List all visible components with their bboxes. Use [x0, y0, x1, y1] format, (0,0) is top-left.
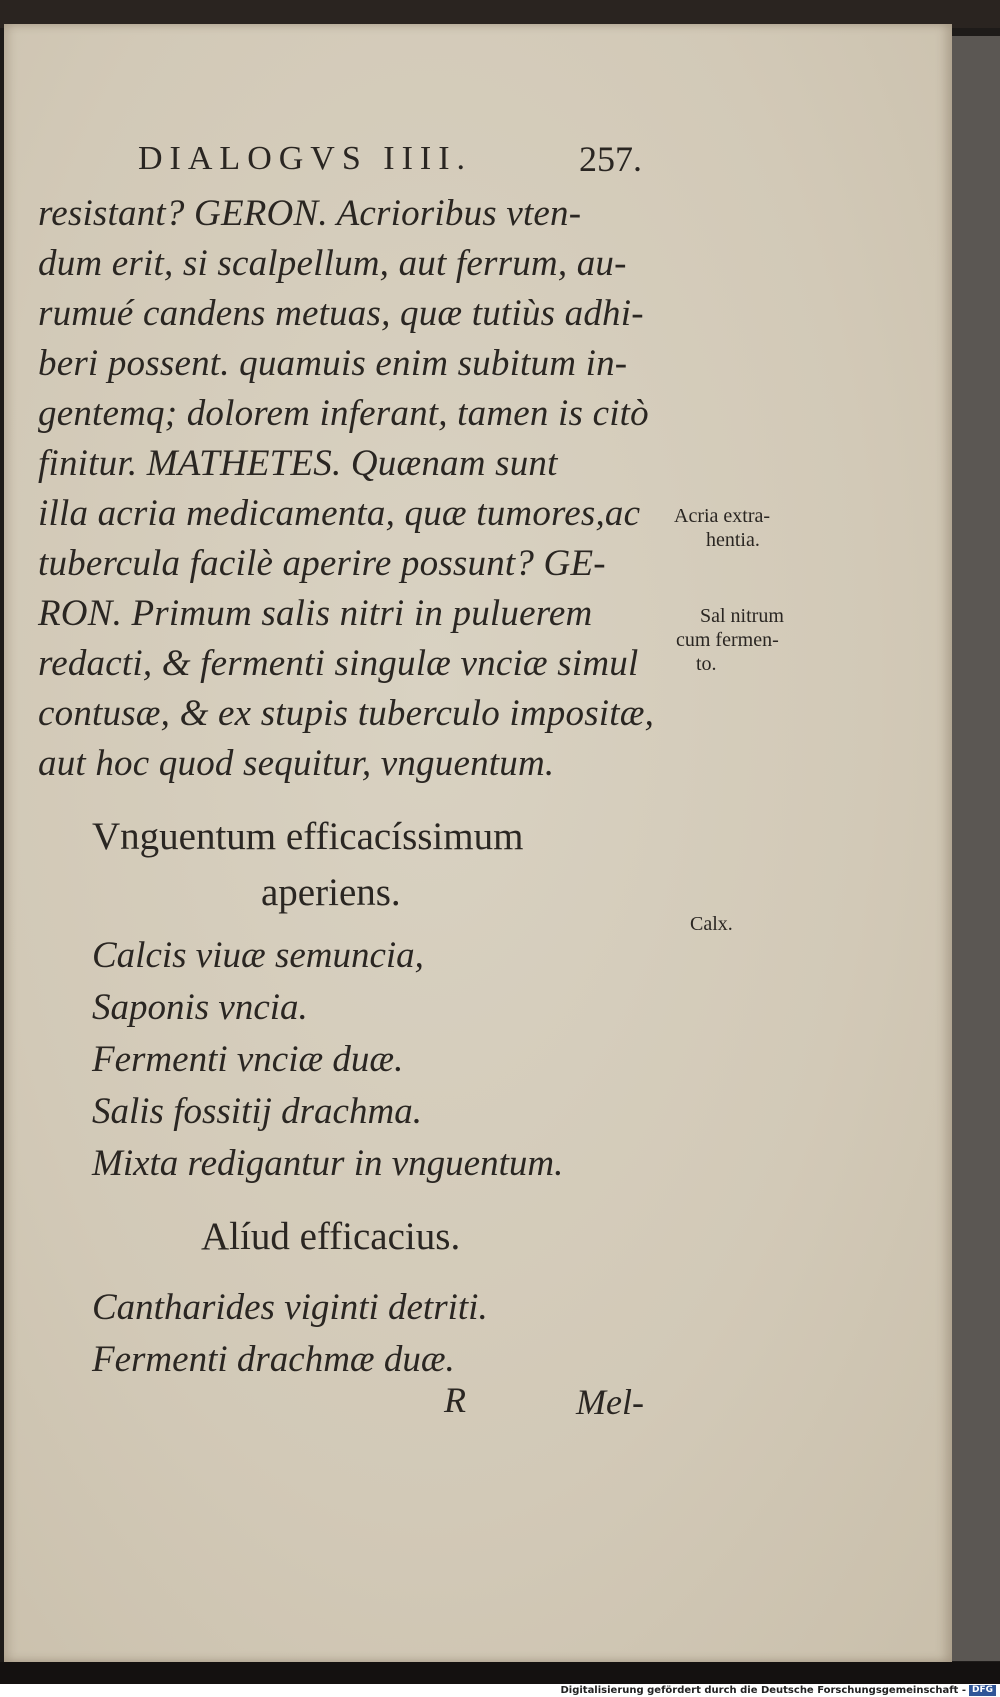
- recipe-heading-1: Vnguentum efficacíssimum: [92, 815, 524, 858]
- body-line-2: dum erit, si scalpellum, aut ferrum, au-: [38, 243, 627, 284]
- body-line-12: aut hoc quod sequitur, vnguentum.: [38, 743, 555, 784]
- margin-note-line: Acria extra-: [674, 505, 771, 527]
- margin-note-line: hentia.: [706, 529, 760, 551]
- margin-note-acria: [674, 504, 770, 552]
- margin-note-calx: [690, 912, 733, 936]
- body-line-4: beri possent. quamuis enim subitum in-: [38, 343, 628, 384]
- margin-note-line: Calx.: [690, 913, 733, 935]
- footer-credit-text: Digitalisierung gefördert durch die Deutsche Forschungsgemeinschaft -: [560, 1685, 966, 1696]
- margin-note-line: Sal nitrum: [700, 605, 784, 627]
- recipe-1-line-5: Mixta redigantur in vnguentum.: [92, 1143, 564, 1184]
- recipe-1-line-3: Fermenti vnciæ duæ.: [92, 1039, 404, 1080]
- recipe-2-line-1: Cantharides viginti detriti.: [92, 1287, 488, 1328]
- running-head: DIALOGVS IIII.: [138, 140, 473, 177]
- body-line-9: RON. Primum salis nitri in puluerem: [38, 593, 593, 634]
- margin-note-sal-nitrum: [676, 604, 784, 676]
- catchword: Mel-: [576, 1382, 644, 1422]
- body-line-11: contusæ, & ex stupis tuberculo impositæ,: [38, 693, 655, 734]
- recipe-heading-1-cont: aperiens.: [261, 871, 401, 914]
- scan-right-border: [952, 36, 1000, 1661]
- body-line-7: illa acria medicamenta, quæ tumores,ac: [38, 493, 641, 534]
- signature-mark: R: [444, 1380, 466, 1420]
- body-line-3: rumué candens metuas, quæ tutiùs adhi-: [38, 293, 644, 334]
- recipe-1-line-2: Saponis vncia.: [92, 987, 308, 1028]
- margin-note-line: cum fermen-: [676, 629, 779, 651]
- dfg-logo: DFG: [969, 1685, 996, 1696]
- scan-bottom-border: [0, 1662, 1000, 1684]
- margin-note-line: to.: [696, 653, 717, 675]
- body-line-6: finitur. MATHETES. Quænam sunt: [38, 443, 558, 484]
- page-number: 257.: [579, 139, 642, 179]
- body-line-5: gentemq; dolorem inferant, tamen is citò: [38, 393, 649, 434]
- recipe-2-line-2: Fermenti drachmæ duæ.: [92, 1339, 455, 1380]
- digitization-footer: [0, 1684, 1000, 1697]
- body-line-1: resistant? GERON. Acrioribus vten-: [38, 193, 582, 234]
- recipe-1-line-1: Calcis viuæ semuncia,: [92, 935, 424, 976]
- book-page: [4, 24, 952, 1662]
- body-line-10: redacti, & fermenti singulæ vnciæ simul: [38, 643, 639, 684]
- recipe-1-line-4: Salis fossitij drachma.: [92, 1091, 422, 1132]
- recipe-heading-2: Alíud efficacius.: [201, 1215, 461, 1258]
- body-line-8: tubercula facilè aperire possunt? GE-: [38, 543, 606, 584]
